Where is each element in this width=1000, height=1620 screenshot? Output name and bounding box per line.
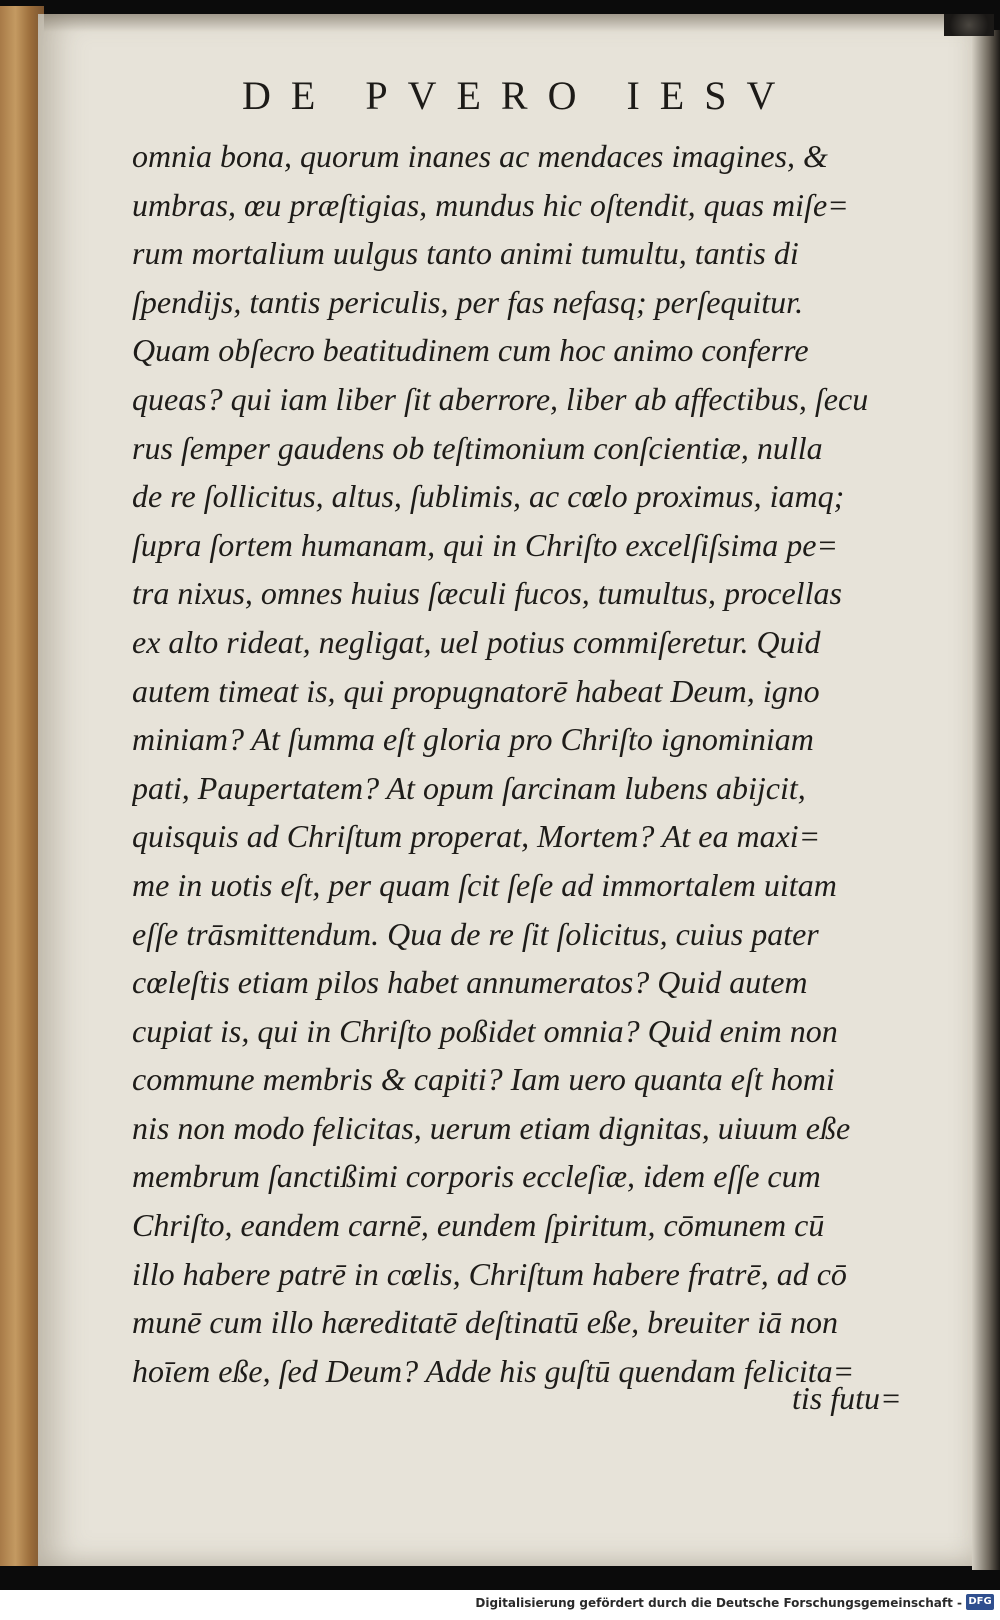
text-line: miniam? At ſumma eſt gloria pro Chriſto ignominiam (132, 721, 814, 758)
text-line: Chriſto, eandem carnē, eundem ſpiritum, cōmunem cū (132, 1207, 825, 1244)
text-line: de re ſollicitus, altus, ſublimis, ac cœlo proximus, iamq; (132, 478, 845, 515)
text-line: rum mortalium uulgus tanto animi tumultu, tantis di (132, 235, 799, 272)
footer (0, 1590, 1000, 1620)
text-line: eſſe trāsmittendum. Qua de re ſit ſolicitus, cuius pater (132, 915, 819, 952)
catchword: tis futu= (792, 1380, 902, 1416)
text-line: munē cum illo hæreditatē deſtinatū eße, breuiter iā non (132, 1304, 838, 1341)
corner-mark (944, 14, 994, 36)
digitization-credit: Digitalisierung gefördert durch die Deutsche Forschungsgemeinschaft - (475, 1596, 962, 1610)
text-line: nis non modo felicitas, uerum etiam dignitas, uiuum eße (132, 1109, 851, 1146)
page-top-shadow (44, 14, 974, 32)
text-line: rus ſemper gaudens ob teſtimonium conſcientiæ, nulla (132, 429, 823, 466)
text-line: quisquis ad Chriſtum properat, Mortem? At ea maxi= (132, 818, 821, 855)
text-line: ſpendijs, tantis periculis, per fas nefasq; perſequitur. (132, 283, 804, 320)
text-line: ex alto rideat, negligat, uel potius commiſeretur. Quid (132, 623, 821, 660)
text-line: pati, Paupertatem? At opum ſarcinam lubens abijcit, (132, 769, 806, 806)
dfg-logo: DFG (966, 1594, 994, 1610)
text-line: hoīem eße, ſed Deum? Adde his guſtū quendam felicita= (132, 1352, 855, 1389)
text-line: cupiat is, qui in Chriſto poßidet omnia? Quid enim non (132, 1012, 838, 1049)
text-line: queas? qui iam liber ſit aberrore, liber ab affectibus, ſecu (132, 380, 869, 417)
text-line: ſupra ſortem humanam, qui in Chriſto excelſiſsima pe= (132, 526, 838, 563)
text-line: commune membris & capiti? Iam uero quanta eſt homi (132, 1061, 835, 1098)
text-line: me in uotis eſt, per quam ſcit ſeſe ad immortalem uitam (132, 866, 837, 903)
running-head: DE PVERO IESV (242, 73, 796, 118)
text-line: tra nixus, omnes huius ſæculi fucos, tumultus, procellas (132, 575, 842, 612)
text-line: illo habere patrē in cœlis, Chriſtum habere fratrē, ad cō (132, 1255, 847, 1292)
text-block (132, 132, 932, 1395)
text-line: cœleſtis etiam pilos habet annumeratos? Quid autem (132, 964, 808, 1001)
text-line: umbras, œu præſtigias, mundus hic oſtendit, quas miſe= (132, 186, 849, 223)
text-line: Quam obſecro beatitudinem cum hoc animo conferre (132, 332, 809, 369)
text-line: membrum ſanctißimi corporis eccleſiæ, idem eſſe cum (132, 1158, 821, 1195)
page-right-edge (972, 30, 1000, 1570)
text-line: omnia bona, quorum inanes ac mendaces imagines, & (132, 138, 828, 174)
text-line: autem timeat is, qui propugnatorē habeat Deum, igno (132, 672, 820, 709)
